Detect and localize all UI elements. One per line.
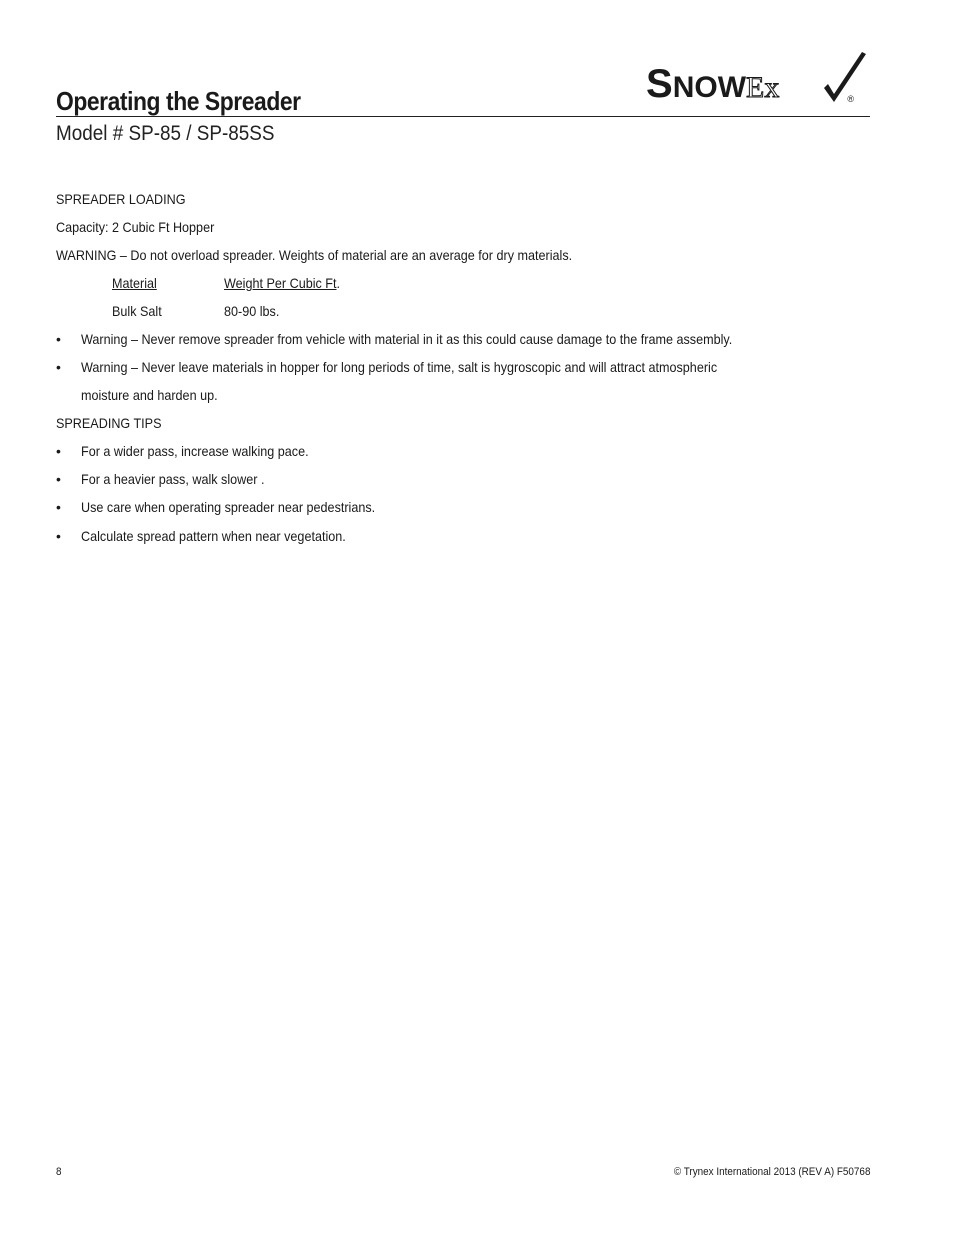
tip-bullet-vegetation: Calculate spread pattern when near vegetation. [81,528,346,544]
bullet-icon: • [56,528,61,544]
tip-bullet-wider: For a wider pass, increase walking pace. [81,443,309,459]
spreader-loading-heading: SPREADER LOADING [56,191,186,207]
logo-letters-ex: Ex [746,71,780,104]
logo-letters-now: NOW [672,71,747,104]
logo-letter-s: S [646,62,673,106]
page-header [56,50,870,117]
bullet-icon: • [56,471,61,487]
tip-bullet-heavier: For a heavier pass, walk slower . [81,471,265,487]
bullet-icon: • [56,359,61,375]
page-title: Operating the Spreader [56,86,301,116]
warning-bullet-remove: Warning – Never remove spreader from vehicle with material in it as this could cause damage to the frame assembly. [81,331,733,347]
capacity-text: Capacity: 2 Cubic Ft Hopper [56,219,215,235]
table-header-material: Material [112,275,157,291]
overload-warning: WARNING – Do not overload spreader. Weights of material are an average for dry materials. [56,247,573,263]
table-cell-weight: 80-90 lbs. [224,303,280,319]
tip-bullet-pedestrians: Use care when operating spreader near pedestrians. [81,499,376,515]
logo-wordmark [646,64,779,108]
snowex-logo [646,50,870,108]
spreading-tips-heading: SPREADING TIPS [56,415,162,431]
model-subtitle: Model # SP-85 / SP-85SS [56,122,275,145]
bullet-icon: • [56,443,61,459]
bullet-icon: • [56,499,61,515]
warning-bullet-hopper: Warning – Never leave materials in hopper for long periods of time, salt is hygroscopic and will attract atmospheric [81,359,718,375]
registered-mark: ® [847,94,854,104]
table-cell-material: Bulk Salt [112,303,162,319]
table-header-weight: Weight Per Cubic Ft. [224,275,341,291]
warning-bullet-hopper-cont: moisture and harden up. [81,387,218,403]
bullet-icon: • [56,331,61,347]
copyright-notice: © Trynex International 2013 (REV A) F50768 [673,1166,870,1178]
checkmark-icon [820,50,870,108]
page-number: 8 [56,1166,62,1178]
